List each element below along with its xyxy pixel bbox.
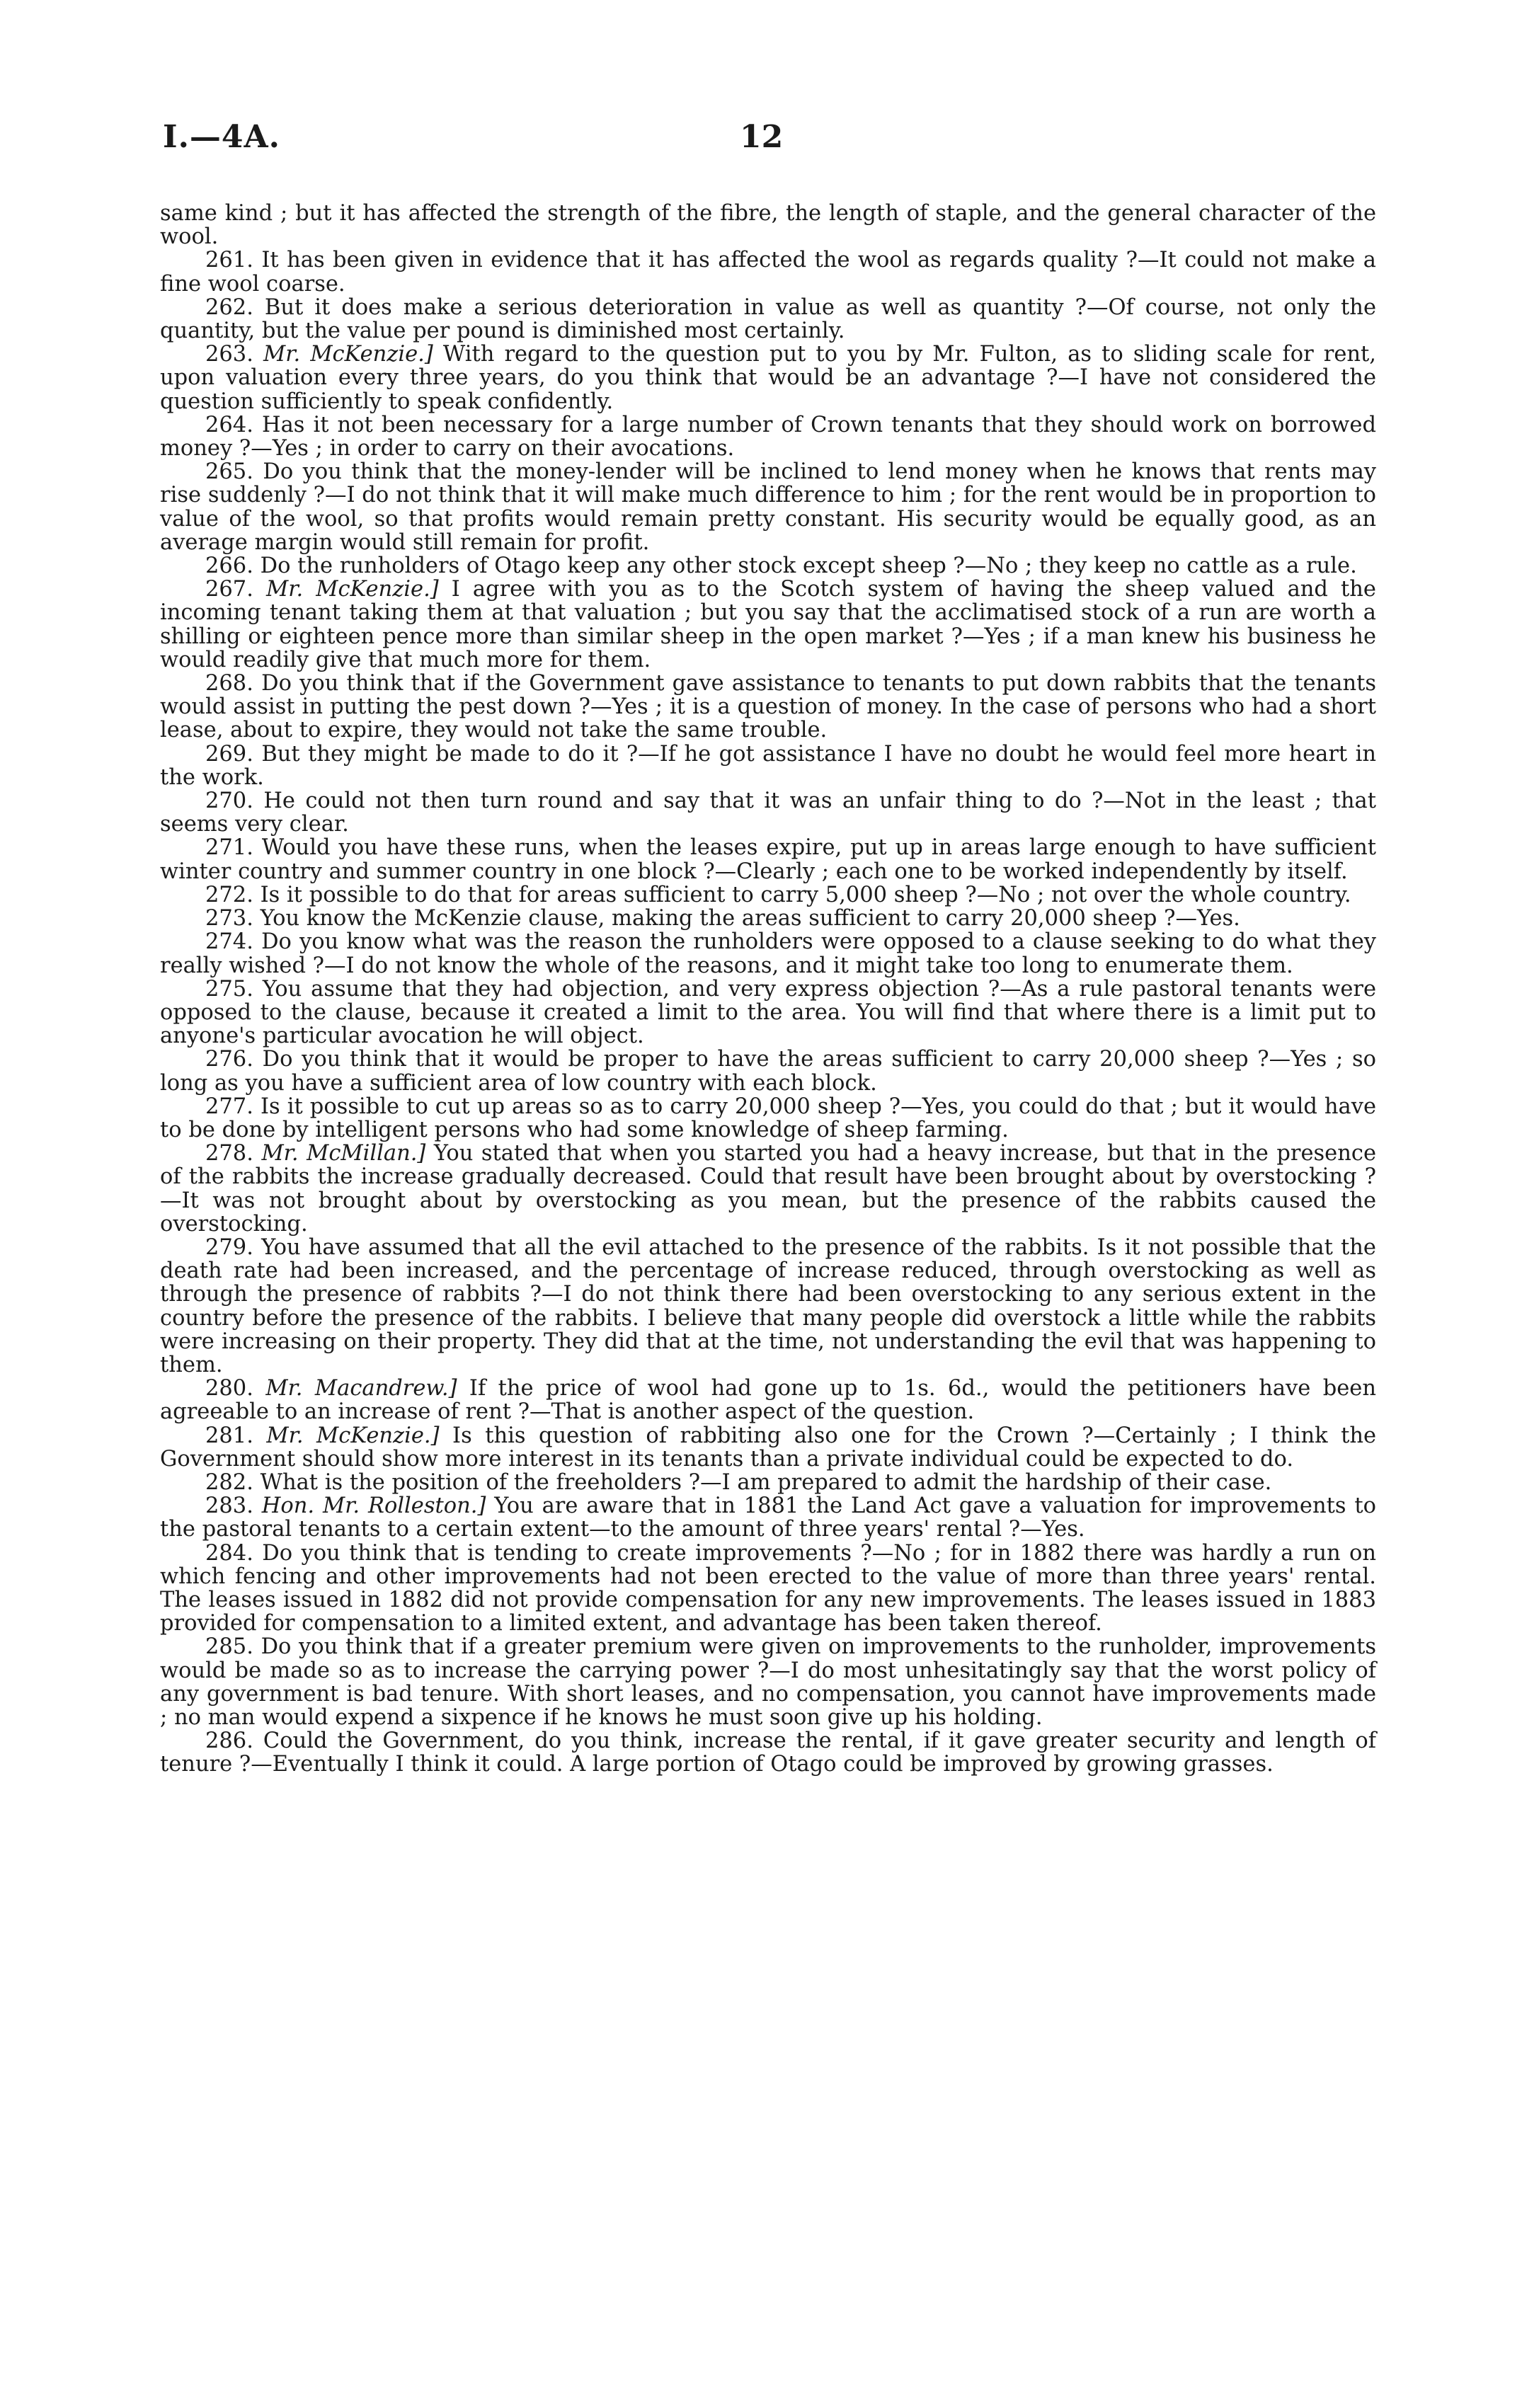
question-number: 286.: [205, 1728, 253, 1754]
question-paragraph: [160, 930, 1376, 977]
question-text: Do you know what was the reason the runholders were opposed to a clause seeking to do what they really wished ?—I do not know the whole of the reasons, and it might take too long to enumerate them.: [160, 929, 1376, 978]
question-paragraph: [160, 836, 1376, 883]
question-paragraph: [160, 1095, 1376, 1142]
question-paragraph: [160, 672, 1376, 743]
question-number: 284.: [205, 1540, 253, 1566]
document-reference: I.—4A.: [163, 119, 280, 155]
question-text: He could not then turn round and say that it was an unfair thing to do ?—Not in the least ; that seems very clear.: [160, 789, 1376, 837]
question-paragraph: [160, 1494, 1376, 1541]
question-number: 270.: [205, 789, 253, 814]
question-text: I agree with you as to the Scotch system of having the sheep valued and the incoming tenant taking them at that valuation ; but you say that the acclimatised stock of a run are worth a shilling or eighteen pence more than similar sheep in the open market ?—Yes ; if a man knew his business he would readily give that much more for them.: [160, 577, 1376, 672]
speaker-label: Mr. McMillan.]: [261, 1141, 426, 1166]
page-number: 12: [740, 119, 784, 155]
question-paragraph: [160, 789, 1376, 836]
question-paragraph: [160, 1236, 1376, 1377]
question-paragraph: [160, 1377, 1376, 1423]
question-text: Has it not been necessary for a large number of Crown tenants that they should work on borrowed money ?—Yes ; in order to carry on their avocations.: [160, 412, 1376, 461]
question-paragraph: [160, 1542, 1376, 1636]
question-text: But it does make a serious deterioration in value as well as quantity ?—Of course, not only the quantity, but the value per pound is diminished most certainly.: [160, 294, 1377, 344]
question-number: 261.: [205, 248, 253, 273]
question-number: 274.: [205, 929, 253, 955]
question-number: 283.: [205, 1493, 253, 1519]
question-text: You know the McKenzie clause, making the areas sufficient to carry 20,000 sheep ?—Yes.: [260, 906, 1240, 931]
question-paragraph: [160, 343, 1376, 413]
question-text: Could the Government, do you think, increase the rental, if it gave greater security and length of tenure ?—Eventually I think it could. A large portion of Otago could be improved by growing grasses.: [160, 1728, 1376, 1777]
question-number: 277.: [205, 1094, 253, 1119]
question-text: Do you think that is tending to create improvements ?—No ; for in 1882 there was hardly a run on which fencing and other improvements had not been erected to the value of more than three years' rental. The leases issued in 1882 did not provide compensation for any new improvements. The leases issued in 1883 provided for compensation to a limited extent, and advantage has been taken thereof.: [160, 1540, 1376, 1636]
question-paragraph: [160, 907, 1376, 930]
question-number: 285.: [205, 1634, 253, 1660]
question-paragraph: [160, 1142, 1376, 1236]
question-number: 280.: [205, 1376, 253, 1401]
question-text: But they might be made to do it ?—If he got assistance I have no doubt he would feel more heart in the work.: [160, 741, 1376, 790]
question-text: Do you think that it would be proper to have the areas sufficient to carry 20,000 sheep ?—Yes ; so long as you have a sufficient area of low country with each block.: [160, 1047, 1376, 1096]
speaker-label: Hon. Mr. Rolleston.]: [261, 1493, 486, 1519]
question-text: Is it possible to do that for areas sufficient to carry 5,000 sheep ?—No ; not over the whole country.: [260, 882, 1351, 907]
question-text: Do you think that if the Government gave assistance to tenants to put down rabbits that the tenants would assist in putting the pest down ?—Yes ; it is a question of money. In the case of persons who had a short lease, about to expire, they would not take the same trouble.: [160, 671, 1376, 743]
question-number: 273.: [205, 906, 253, 931]
question-paragraph: [160, 1635, 1376, 1729]
question-number: 271.: [205, 835, 253, 861]
question-paragraph: [160, 1424, 1376, 1471]
question-text: You assume that they had objection, and very express objection ?—As a rule pastoral tenants were opposed to the clause, because it created a limit to the area. You will find that where there is a limit put to anyone's particular avocation he will object.: [160, 976, 1376, 1049]
question-number: 265.: [205, 459, 253, 485]
question-paragraph: [160, 883, 1376, 907]
question-text: You are aware that in 1881 the Land Act gave a valuation for improvements to the pastoral tenants to a certain extent—to the amount of three years' rental ?—Yes.: [160, 1493, 1376, 1542]
question-number: 269.: [205, 741, 253, 767]
question-paragraph: [160, 743, 1376, 789]
question-text: Would you have these runs, when the leases expire, put up in areas large enough to have sufficient winter country and summer country in one block ?—Clearly ; each one to be worked independently by itself.: [160, 835, 1376, 884]
speaker-label: Mr. McKenzie.]: [266, 577, 439, 602]
question-number: 278.: [205, 1141, 253, 1166]
question-paragraph: [160, 1048, 1376, 1094]
question-paragraph: [160, 1471, 1376, 1494]
question-number: 281.: [205, 1423, 253, 1448]
question-text: If the price of wool had gone up to 1s. 6d., would the petitioners have been agreeable to an increase of rent ?—That is another aspect of the question.: [160, 1376, 1376, 1425]
question-number: 266.: [205, 554, 253, 579]
question-text: What is the position of the freeholders ?—I am prepared to admit the hardship of their case.: [260, 1469, 1272, 1495]
continuation-paragraph: same kind ; but it has affected the strength of the fibre, the length of staple, and the general character of the wool.: [160, 201, 1376, 250]
question-paragraph: [160, 1729, 1376, 1776]
question-paragraph: [160, 554, 1376, 578]
evidence-text: [160, 202, 1376, 1777]
question-text: You have assumed that all the evil attached to the presence of the rabbits. Is it not possible that the death rate had been increased, and the percentage of increase reduced, through overstocking as well as through the presence of rabbits ?—I do not think there had been overstocking to any serious extent in the country before the presence of the rabbits. I believe that many people did overstock a little while the rabbits were increasing on their property. They did that at the time, not understanding the evil that was happening to them.: [160, 1234, 1376, 1377]
question-number: 282.: [205, 1469, 253, 1495]
question-paragraph: [160, 578, 1376, 672]
question-text: Is it possible to cut up areas so as to carry 20,000 sheep ?—Yes, you could do that ; but it would have to be done by intelligent persons who had some knowledge of sheep farming.: [160, 1094, 1377, 1142]
speaker-label: Mr. McKenzie.]: [263, 342, 433, 367]
question-text: Is this question of rabbiting also one for the Crown ?—Certainly ; I think the Government should show more interest in its tenants than a private individual could be expected to do.: [160, 1423, 1377, 1472]
question-text: It has been given in evidence that it has affected the wool as regards quality ?—It could not make a fine wool coarse.: [160, 248, 1376, 297]
question-paragraph: [160, 413, 1376, 460]
question-text: Do you think that if a greater premium were given on improvements to the runholder, improvements would be made so as to increase the carrying power ?—I do most unhesitatingly say that the worst policy of any government is bad tenure. With short leases, and no compensation, you cannot have improvements made ; no man would expend a sixpence if he knows he must soon give up his holding.: [160, 1634, 1376, 1730]
question-number: 268.: [205, 671, 253, 696]
question-text: Do the runholders of Otago keep any other stock except sheep ?—No ; they keep no cattle as a rule.: [260, 554, 1357, 579]
question-number: 267.: [205, 577, 253, 602]
question-text: Do you think that the money-lender will be inclined to lend money when he knows that rents may rise suddenly ?—I do not think that it will make much difference to him ; for the rent would be in proportion to value of the wool, so that profits would remain pretty constant. His security would be equally good, as an average margin would still remain for profit.: [160, 459, 1376, 555]
question-number: 279.: [205, 1234, 253, 1260]
question-paragraph: [160, 977, 1376, 1048]
question-number: 262.: [205, 294, 253, 320]
question-number: 263.: [205, 342, 253, 367]
question-paragraph: [160, 460, 1376, 554]
question-number: 272.: [205, 882, 253, 907]
question-text: With regard to the question put to you by Mr. Fulton, as to sliding scale for rent, upon valuation every three years, do you think that would be an advantage ?—I have not considered the question sufficiently to speak confidently.: [160, 342, 1377, 414]
speaker-label: Mr. Macandrew.]: [265, 1376, 457, 1401]
question-number: 264.: [205, 412, 253, 437]
question-text: You stated that when you started you had a heavy increase, but that in the presence of the rabbits the increase gradually decreased. Could that result have been brought about by overstocking ?—It was not brought about by overstocking as you mean, but the presence of the rabbits caused the overstocking.: [160, 1141, 1377, 1237]
question-paragraph: [160, 296, 1376, 343]
question-number: 276.: [205, 1047, 253, 1072]
speaker-label: Mr. McKenzie.]: [266, 1423, 440, 1448]
question-paragraph: [160, 248, 1376, 295]
question-number: 275.: [205, 976, 253, 1002]
